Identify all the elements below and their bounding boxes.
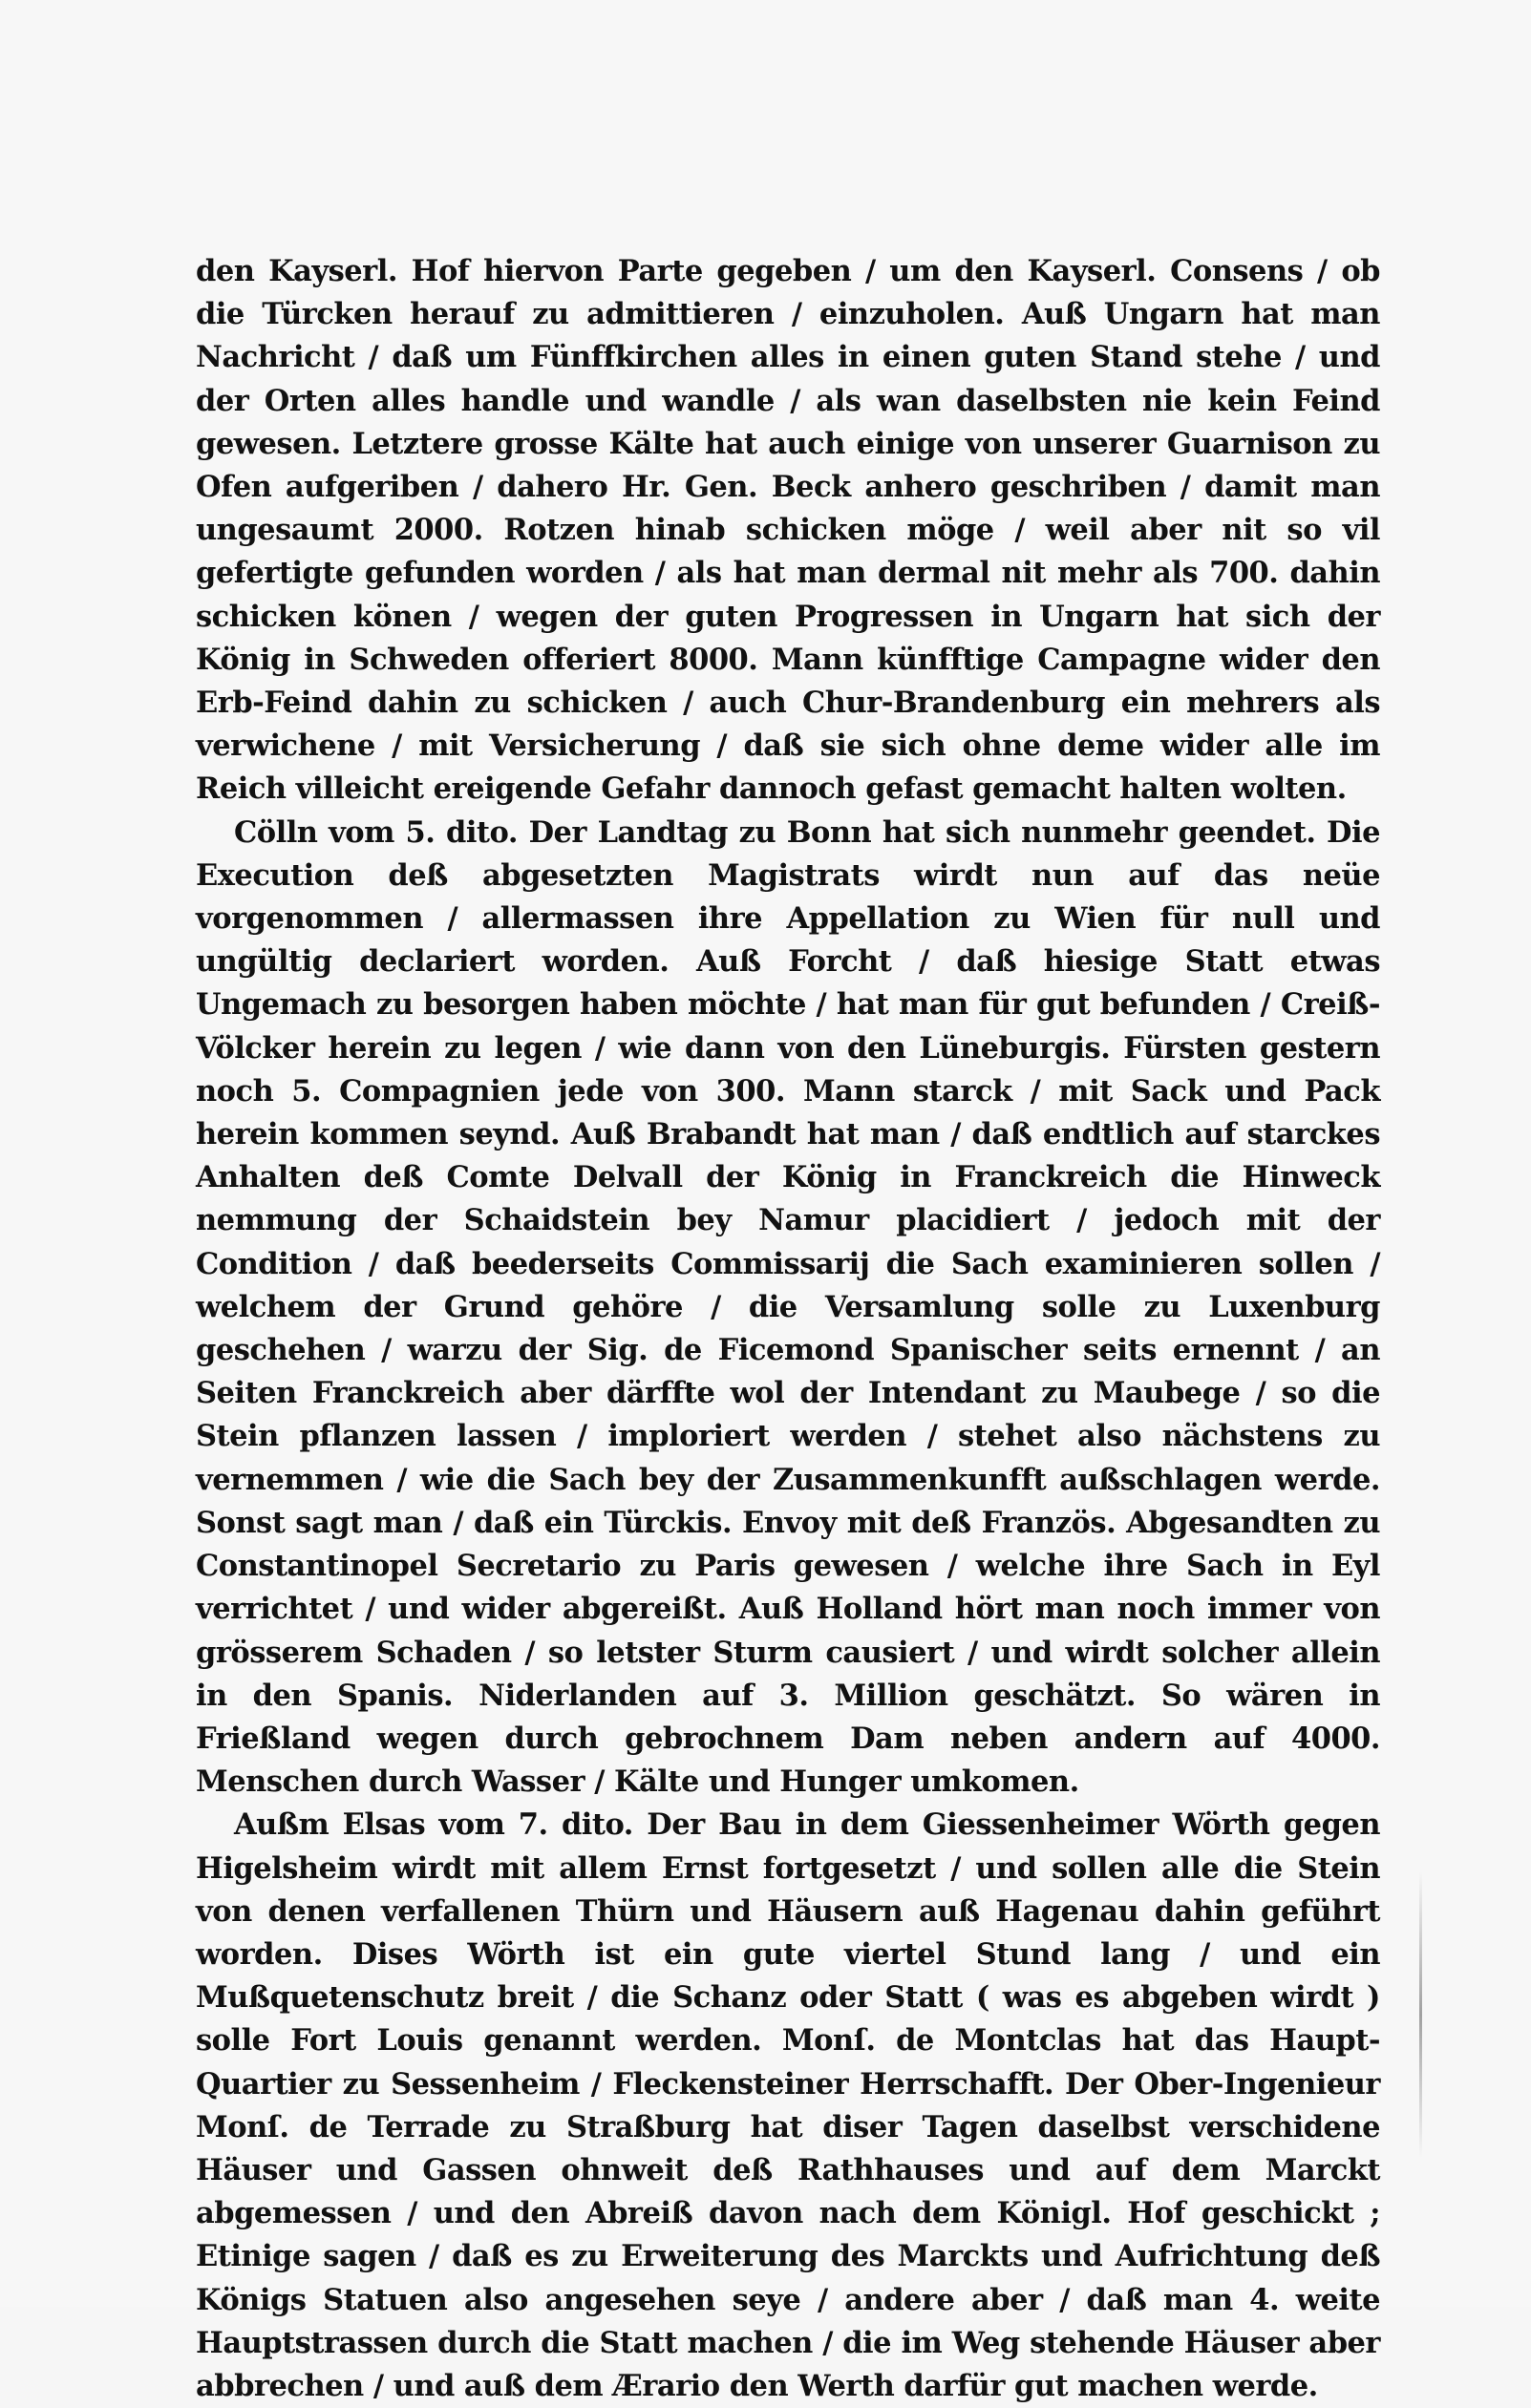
paragraph-colln-report: Cölln vom 5. dito. Der Landtag zu Bonn hat sich nunmehr geendet. Die Execution deß abgesetzten Magistrats wirdt nun auf das neüe vorgenommen / allermassen ihre Appellation zu Wien für null und ungültig declariert worden. Auß Forcht / daß hiesige Statt etwas Ungemach zu besorgen haben möchte / hat man für gut befunden / Creiß-Völcker herein zu legen / wie dann von den Lüneburgis. Fürsten gestern noch 5. Compagnien jede von 300. Mann starck / mit Sack und Pack herein kommen seynd. Auß Brabandt hat man / daß endtlich auf starckes Anhalten deß Comte Delvall der König in Franckreich die Hinweck nemmung der Schaidstein bey Namur placidiert / jedoch mit der Condition / daß beederseits Commissarij die Sach examinieren sollen / welchem der Grund gehöre / die Versamlung solle zu Luxenburg geschehen / warzu der Sig. de Ficemond Spanischer seits ernennt / an Seiten Franckreich aber därffte wol der Intendant zu Maubege / so die Stein pflanzen lassen / imploriert werden / stehet also nächstens zu vernemmen / wie die Sach bey der Zusammenkunfft außschlagen werde. Sonst sagt man / daß ein Türckis. Envoy mit deß Französ. Abgesandten zu Constantinopel Secretario zu Paris gewesen / welche ihre Sach in Eyl verrichtet / und wider abgereißt. Auß Holland hört man noch immer von grösserem Schaden / so letster Sturm causiert / und wirdt solcher allein in den Spanis. Niderlanden auf 3. Million geschätzt. So wären in Frießland wegen durch gebrochnem Dam neben andern auf 4000. Menschen durch Wasser / Kälte und Hunger umkomen.	[196, 814, 1380, 1800]
scan-shadow-line	[1419, 1871, 1422, 2158]
gazette-text	[196, 250, 1380, 2408]
paragraph-kayserl-hof: den Kayserl. Hof hiervon Parte gegeben / um den Kayserl. Consens / ob die Türcken herauf zu admittieren / einzuholen. Auß Ungarn hat man Nachricht / daß um Fünffkirchen alles in einen guten Stand stehe / und der Orten alles handle und wandle / als wan daselbsten nie kein Feind gewesen. Letztere grosse Kälte hat auch einige von unserer Guarnison zu Ofen aufgeriben / dahero Hr. Gen. Beck anhero geschriben / damit man ungesaumt 2000. Rotzen hinab schicken möge / weil aber nit so vil gefertigte gefunden worden / als hat man dermal nit mehr als 700. dahin schicken könen / wegen der guten Progressen in Ungarn hat sich der König in Schweden offeriert 8000. Mann künfftige Campagne wider den Erb-Feind dahin zu schicken / auch Chur-Brandenburg ein mehrers als verwichene / mit Versicherung / daß sie sich ohne deme wider alle im Reich villeicht ereigende Gefahr dannoch gefast gemacht halten wolten.	[196, 254, 1380, 807]
paragraph-elsas-report: Außm Elsas vom 7. dito. Der Bau in dem Giessenheimer Wörth gegen Higelsheim wirdt mit allem Ernst fortgesetzt / und sollen alle die Stein von denen verfallenen Thürn und Häusern auß Hagenau dahin geführt worden. Dises Wörth ist ein gute viertel Stund lang / und ein Mußquetenschutz breit / die Schanz oder Statt ( was es abgeben wirdt ) solle Fort Louis genannt werden. Monſ. de Montclas hat das Haupt-Quartier zu Sessenheim / Fleckensteiner Herrschafft. Der Ober-Ingenieur Monſ. de Terrade zu Straßburg hat diser Tagen daselbst verschidene Häuser und Gassen ohnweit deß Rathhauses und auf dem Marckt abgemessen / und den Abreiß davon nach dem Königl. Hof geschickt ; Etinige sagen / daß es zu Erweiterung des Marckts und Aufrichtung deß Königs Statuen also angesehen seye / andere aber / daß man 4. weite Hauptstrassen durch die Statt machen / die im Weg stehende Häuser aber abbrechen / und auß dem Ærario den Werth darfür gut machen werde.	[196, 1807, 1380, 2403]
